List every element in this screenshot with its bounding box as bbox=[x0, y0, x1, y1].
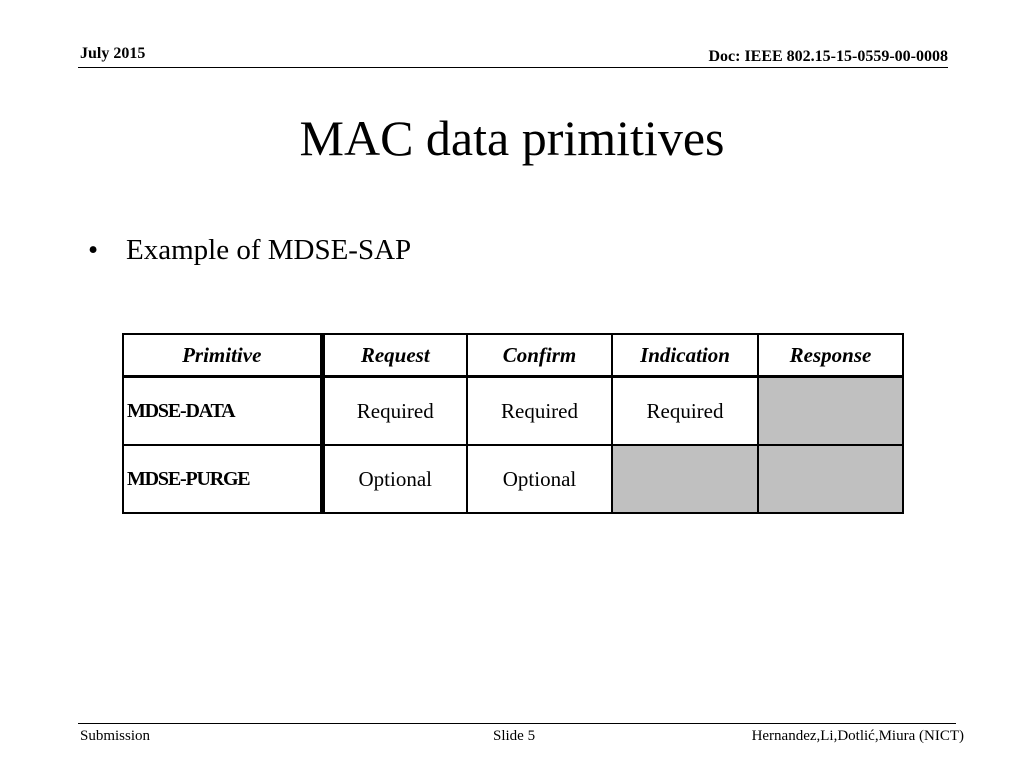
cell-response-shaded bbox=[758, 445, 903, 513]
footer-divider bbox=[78, 723, 956, 724]
header-indication: Indication bbox=[612, 334, 758, 377]
table-row bbox=[123, 377, 903, 446]
table-header-row bbox=[123, 334, 903, 377]
header-doc-id: Doc: IEEE 802.15-15-0559-00-0008 bbox=[708, 48, 948, 65]
header-divider bbox=[78, 67, 948, 68]
primitives-table bbox=[122, 333, 904, 514]
header-primitive: Primitive bbox=[123, 334, 322, 377]
bullet-text: Example of MDSE-SAP bbox=[126, 234, 412, 266]
header-date: July 2015 bbox=[80, 45, 146, 62]
bullet-marker: • bbox=[88, 234, 99, 266]
footer-authors: Hernandez,Li,Dotlić,Miura (NICT) bbox=[751, 728, 964, 744]
cell-confirm: Required bbox=[467, 377, 612, 446]
cell-request: Optional bbox=[322, 445, 467, 513]
primitive-name: MDSE-DATA bbox=[123, 377, 322, 446]
footer-slide-number: Slide 5 bbox=[493, 728, 536, 744]
header-response: Response bbox=[758, 334, 903, 377]
table-row bbox=[123, 445, 903, 513]
primitive-name: MDSE-PURGE bbox=[123, 445, 322, 513]
footer-submission: Submission bbox=[80, 728, 151, 744]
cell-response-shaded bbox=[758, 377, 903, 446]
header-request: Request bbox=[322, 334, 467, 377]
bullet-item bbox=[88, 230, 411, 270]
cell-request: Required bbox=[322, 377, 467, 446]
cell-confirm: Optional bbox=[467, 445, 612, 513]
cell-indication-shaded bbox=[612, 445, 758, 513]
header-confirm: Confirm bbox=[467, 334, 612, 377]
slide-title: MAC data primitives bbox=[299, 110, 725, 166]
cell-indication: Required bbox=[612, 377, 758, 446]
